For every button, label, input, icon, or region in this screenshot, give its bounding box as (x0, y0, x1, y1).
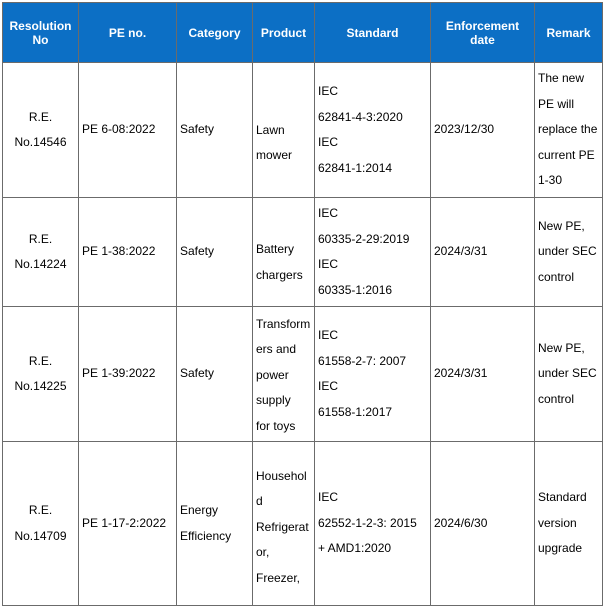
remark-line: under SEC (538, 244, 597, 259)
category-cell (177, 442, 253, 606)
standard-line: 61558-1:2017 (318, 404, 393, 419)
remark-line: control (538, 269, 575, 284)
header-row (3, 3, 603, 63)
remark-cell (535, 307, 603, 442)
remark-line: 1-30 (538, 173, 563, 188)
table-row (3, 198, 603, 307)
category-cell (177, 198, 253, 307)
product-line: Freezer, (256, 570, 301, 585)
remark-line: New PE, (538, 218, 585, 233)
product-cell (253, 307, 315, 442)
remark-line: Standard (538, 490, 587, 505)
standard-line: IEC (318, 257, 339, 271)
enforcement-date-cell: 2024/6/30 (431, 442, 535, 606)
header-category: Category (177, 3, 253, 63)
standard-line: IEC (318, 328, 339, 342)
remark-line: under SEC (538, 366, 597, 381)
product-line: or, (256, 545, 270, 560)
resolution-cell (3, 63, 79, 198)
standard-line: IEC (318, 84, 339, 98)
table-row (3, 63, 603, 198)
product-line: for toys (256, 418, 296, 433)
product-line: supply (256, 393, 291, 408)
pe-no-cell: PE 1-38:2022 (79, 198, 177, 307)
category-line: Safety (180, 366, 215, 381)
product-line: Refrigerat (256, 519, 309, 534)
remark-cell (535, 442, 603, 606)
resolution-line: No.14225 (14, 379, 67, 393)
product-line: mower (256, 148, 293, 162)
standard-line: 62841-4-3:2020 (318, 109, 403, 124)
product-cell (253, 63, 315, 198)
standard-cell (315, 307, 431, 442)
product-cell (253, 442, 315, 606)
product-line: Househol (256, 468, 307, 483)
remark-line: upgrade (538, 541, 583, 556)
product-line: Battery (256, 242, 295, 256)
product-line: power (256, 367, 289, 382)
resolution-line: No.14224 (14, 257, 67, 271)
header-enforcement-date: Enforcement date (431, 3, 535, 63)
resolution-cell (3, 198, 79, 307)
enforcement-date-cell: 2024/3/31 (431, 307, 535, 442)
remark-line: control (538, 391, 575, 406)
product-cell (253, 198, 315, 307)
remark-line: The new (538, 71, 585, 86)
remark-cell (535, 63, 603, 198)
header-resolution: Resolution No (3, 3, 79, 63)
standard-line: 61558-2-7: 2007 (318, 353, 407, 368)
pe-no-cell: PE 6-08:2022 (79, 63, 177, 198)
standard-line: IEC (318, 135, 339, 149)
remark-line: New PE, (538, 340, 585, 355)
pe-no-cell: PE 1-17-2:2022 (79, 442, 177, 606)
standard-line: IEC (318, 379, 339, 393)
table-row (3, 442, 603, 606)
pe-standards-table (2, 2, 603, 606)
pe-no-cell: PE 1-39:2022 (79, 307, 177, 442)
resolution-line: R.E. (28, 231, 53, 246)
category-line: Safety (180, 244, 215, 259)
standard-line: 60335-1:2016 (318, 282, 393, 297)
product-line: d (256, 494, 263, 509)
resolution-cell (3, 307, 79, 442)
table-row (3, 307, 603, 442)
resolution-line: R.E. (28, 503, 53, 517)
resolution-line: No.14709 (14, 528, 67, 543)
resolution-line: No.14546 (14, 135, 67, 149)
product-line: chargers (256, 267, 303, 282)
standard-cell (315, 63, 431, 198)
remark-cell (535, 198, 603, 307)
standard-line: 62552-1-2-3: 2015 (318, 515, 417, 530)
product-line: ers and (256, 342, 297, 357)
resolution-line: R.E. (28, 109, 53, 124)
enforcement-date-cell: 2024/3/31 (431, 198, 535, 307)
standard-line: IEC (318, 206, 339, 220)
category-cell (177, 307, 253, 442)
category-line: Efficiency (180, 528, 232, 543)
remark-line: PE will (538, 96, 575, 111)
category-cell (177, 63, 253, 198)
enforcement-date-cell: 2023/12/30 (431, 63, 535, 198)
category-line: Safety (180, 122, 215, 137)
header-product: Product (253, 3, 315, 63)
remark-line: version (538, 515, 577, 530)
resolution-cell (3, 442, 79, 606)
standard-cell (315, 198, 431, 307)
resolution-line: R.E. (28, 353, 53, 368)
category-line: Energy (180, 503, 219, 517)
header-pe-no: PE no. (79, 3, 177, 63)
header-standard: Standard (315, 3, 431, 63)
remark-line: current PE (538, 147, 595, 162)
remark-line: replace the (538, 122, 598, 137)
standard-line: 62841-1:2014 (318, 160, 393, 175)
product-line: Transform (256, 316, 311, 331)
standard-cell (315, 442, 431, 606)
standard-line: IEC (318, 490, 339, 505)
standard-line: + AMD1:2020 (318, 541, 392, 556)
standard-line: 60335-2-29:2019 (318, 231, 410, 246)
product-line: Lawn (256, 122, 285, 137)
header-remark: Remark (535, 3, 603, 63)
